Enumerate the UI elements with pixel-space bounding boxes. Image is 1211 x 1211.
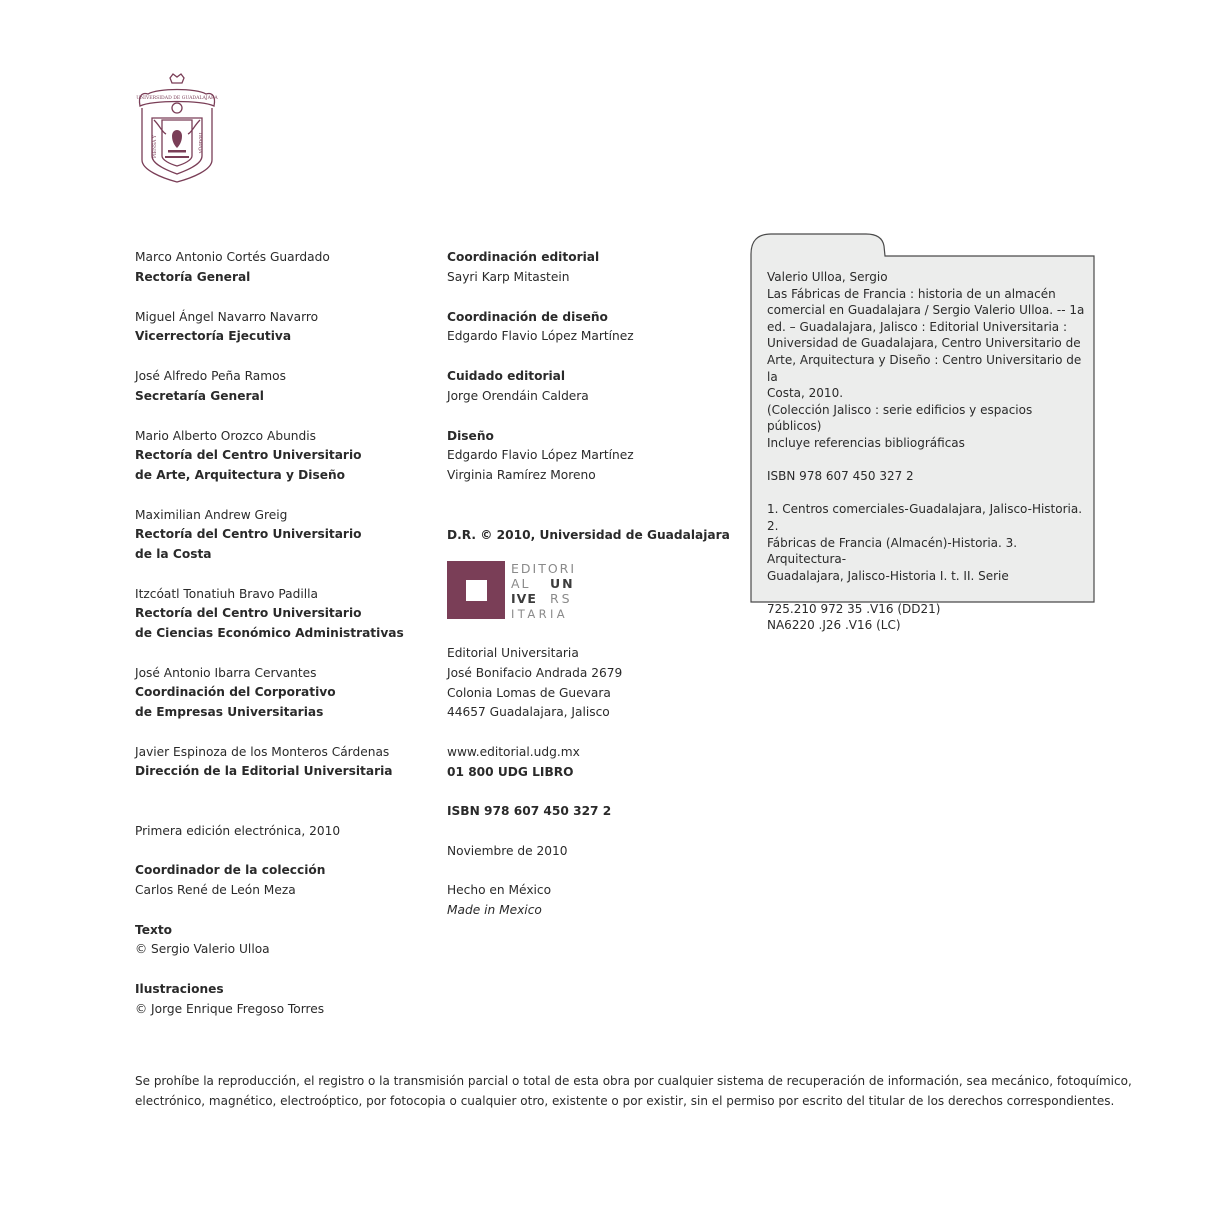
official-entry [135, 427, 435, 486]
text-label: Texto [135, 922, 173, 937]
official-role: Secretaría General [135, 388, 264, 403]
copyright-text: D.R. © 2010, Universidad de Guadalajara [447, 527, 730, 542]
legal-notice-line: Se prohíbe la reproducción, el registro o la transmisión parcial o total de esta obra por cualquier sistema de recuperación de información, sea mecánico, fotoquímico, [135, 1074, 1132, 1088]
official-role: de Empresas Universitarias [135, 705, 324, 720]
coordinator-label: Coordinador de la colección [135, 863, 326, 877]
catalog-classification: 725.210 972 35 .V16 (DD21) NA6220 .J26 .V16 (LC) [767, 601, 941, 633]
official-entry [135, 308, 435, 348]
official-entry [135, 248, 435, 288]
credit-name: Edgardo Flavio López Martínez [447, 448, 634, 463]
credit-name: Jorge Orendáin Caldera [447, 388, 589, 403]
catalog-isbn: ISBN 978 607 450 327 2 [767, 469, 914, 484]
official-role: Rectoría del Centro Universitario [135, 527, 362, 542]
official-entry [135, 506, 435, 565]
credit-entry [447, 427, 747, 486]
seal-motto-right: TRABAJA [197, 132, 202, 154]
credit-entry [447, 308, 747, 348]
logo-text-row4: ITARIA [511, 607, 569, 621]
official-name: José Antonio Ibarra Cervantes [135, 665, 317, 680]
catalog-card [767, 269, 1089, 651]
illustrations-credit [135, 980, 435, 1020]
logo-text-row1: EDITORI [511, 561, 577, 576]
official-role: Vicerrectoría Ejecutiva [135, 329, 292, 344]
official-role: Rectoría del Centro Universitario [135, 448, 362, 463]
official-name: Marco Antonio Cortés Guardado [135, 250, 330, 264]
official-role: Coordinación del Corporativo [135, 685, 336, 700]
editorial-universitaria-logo [447, 561, 587, 621]
legal-notice-line: electrónico, magnético, electroóptico, por fotocopia o cualquier otro, existente o por existir, sin el permiso por escrito del titular de los derechos correspondientes. [135, 1094, 1115, 1108]
publisher-address [447, 644, 747, 723]
catalog-subjects: 1. Centros comerciales-Guadalajara, Jalisco-Historia. 2. Fábricas de Francia (Almacén)-Historia. 3. Arquitectura- Guadalajara, Jalisco-Historia I. t. II. Serie [767, 502, 1083, 583]
made-in-english: Made in Mexico [447, 902, 542, 917]
logo-square [466, 580, 487, 601]
credit-name: Virginia Ramírez Moreno [447, 468, 596, 483]
isbn-block [447, 802, 747, 822]
credit-label: Coordinación de diseño [447, 309, 608, 324]
official-role: Dirección de la Editorial Universitaria [135, 764, 393, 779]
official-role: de Arte, Arquitectura y Diseño [135, 468, 346, 483]
text-author: © Sergio Valerio Ulloa [135, 942, 270, 957]
catalog-main-entry: Valerio Ulloa, Sergio Las Fábricas de Francia : historia de un almacén comercial en Guadalajara / Sergio Valerio Ulloa. -- 1a ed. – Guadalajara, Jalisco : Editorial Universitaria : Universidad de Guadalajara, Centro Universitario de Arte, Arquitectura y Diseño : Centro Universitario de la Costa, 2010. (Colección Jalisco : serie edificios y espacios públicos) Incluye referencias bibliográficas [767, 270, 1085, 450]
official-role: Rectoría del Centro Universitario [135, 606, 362, 621]
logo-text-row2a: AL [511, 576, 531, 591]
seal-motto-left: PIENSA Y [153, 135, 158, 158]
isbn-text: ISBN 978 607 450 327 2 [447, 804, 612, 818]
seal-motto-top: UNIVERSIDAD DE GUADALAJARA [136, 96, 218, 101]
official-entry [135, 664, 435, 723]
official-role: de la Costa [135, 547, 212, 562]
university-seal-logo [132, 72, 222, 184]
official-name: Itzcóatl Tonatiuh Bravo Padilla [135, 586, 318, 601]
phone-number: 01 800 UDG LIBRO [447, 764, 574, 779]
credit-entry [447, 248, 747, 288]
website-link[interactable]: www.editorial.udg.mx [447, 745, 580, 759]
collection-coordinator [135, 861, 435, 901]
credit-entry [447, 367, 747, 407]
date-block [447, 842, 747, 862]
legal-notice [135, 1071, 1132, 1111]
credit-label: Coordinación editorial [447, 250, 600, 264]
official-name: Maximilian Andrew Greig [135, 507, 288, 522]
address-line: José Bonifacio Andrada 2679 [447, 665, 623, 680]
made-in-block [447, 881, 747, 921]
edition-text: Primera edición electrónica, 2010 [135, 823, 341, 838]
address-line: 44657 Guadalajara, Jalisco [447, 705, 610, 720]
official-name: José Alfredo Peña Ramos [135, 369, 286, 383]
official-name: Mario Alberto Orozco Abundis [135, 428, 317, 443]
publication-date: Noviembre de 2010 [447, 843, 568, 858]
credit-name: Edgardo Flavio López Martínez [447, 329, 634, 344]
edition-note [135, 822, 435, 842]
copyright-line [447, 526, 747, 546]
address-line: Editorial Universitaria [447, 646, 579, 660]
credit-label: Diseño [447, 428, 494, 443]
official-name: Javier Espinoza de los Monteros Cárdenas [135, 744, 390, 759]
official-name: Miguel Ángel Navarro Navarro [135, 309, 319, 324]
made-in-spanish: Hecho en México [447, 883, 552, 897]
official-entry [135, 367, 435, 407]
address-line: Colonia Lomas de Guevara [447, 685, 611, 700]
official-role: Rectoría General [135, 269, 251, 284]
contact-info [447, 743, 747, 783]
coordinator-name: Carlos René de León Meza [135, 882, 296, 897]
credit-label: Cuidado editorial [447, 369, 566, 383]
text-credit [135, 921, 435, 961]
illustrations-author: © Jorge Enrique Fregoso Torres [135, 1001, 325, 1016]
official-entry [135, 743, 435, 783]
official-role: de Ciencias Económico Administrativas [135, 626, 404, 641]
official-entry [135, 585, 435, 644]
logo-text-row3b: RS [550, 591, 573, 606]
credit-name: Sayri Karp Mitastein [447, 269, 570, 284]
illustrations-label: Ilustraciones [135, 982, 224, 996]
logo-text-row2b: UN [550, 576, 575, 591]
logo-text-row3a: IVE [511, 591, 537, 606]
